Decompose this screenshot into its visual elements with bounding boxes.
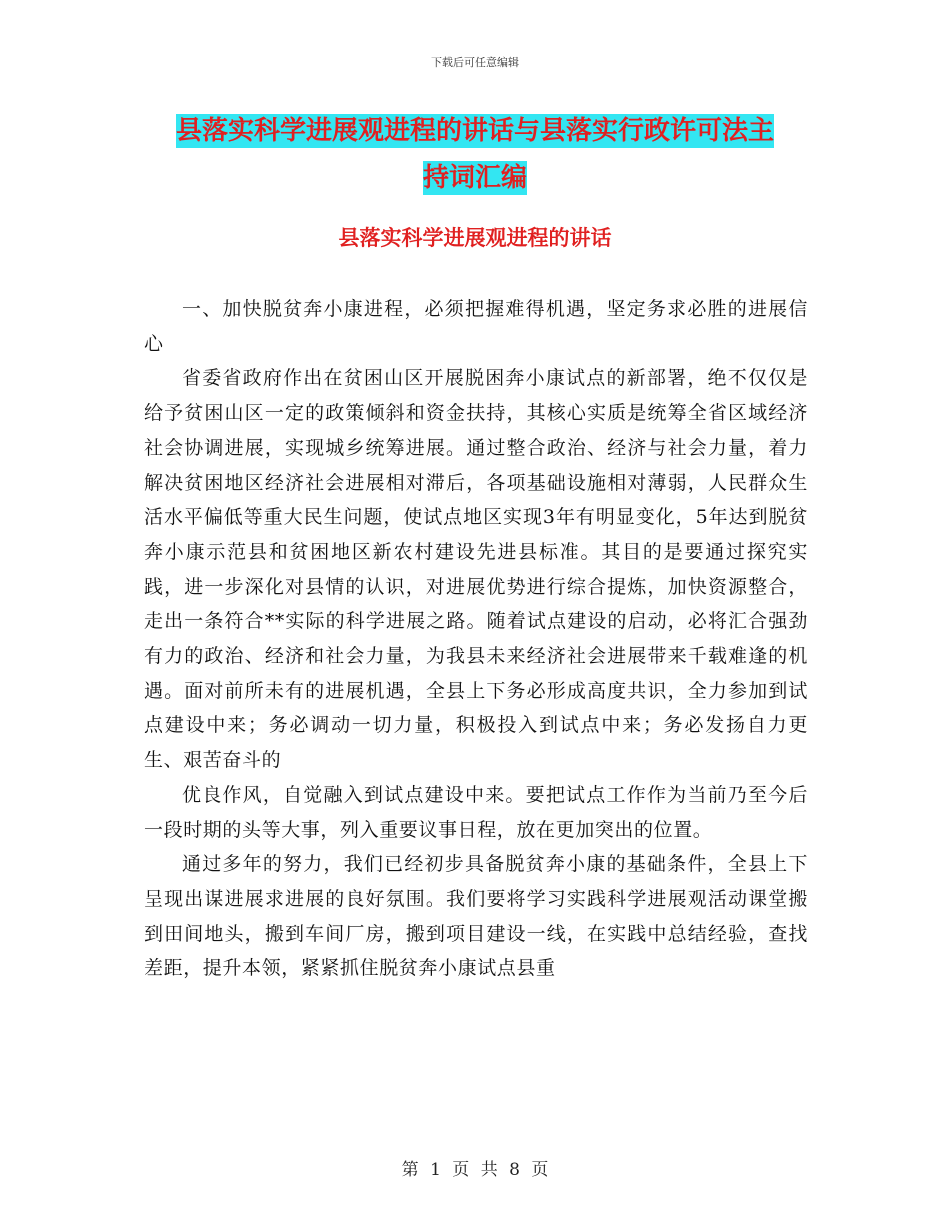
paragraph-heading: 一、加快脱贫奔小康进程，必须把握难得机遇，坚定务求必胜的进展信心: [144, 298, 808, 355]
paragraph: 省委省政府作出在贫困山区开展脱困奔小康试点的新部署，绝不仅仅是给予贫困山区一定的政策倾斜和资金扶持，其核心实质是统筹全省区域经济社会协调进展，实现城乡统筹进展。通过整合政治、经济与社会力量，着力解决贫困地区经济社会进展相对滞后，各项基础设施相对薄弱，人民群众生活水平偏低等重大民生问题，使试点地区实现3年有明显变化，5年达到脱贫奔小康示范县和贫困地区新农村建设先进县标准。其目的是要通过探究实践，进一步深化对县情的认识，对进展优势进行综合提炼，加快资源整合，走出一条符合**实际的科学进展之路。随着试点建设的启动，必将汇合强劲有力的政治、经济和社会力量，为我县未来经济社会进展带来千载难逢的机遇。面对前所未有的进展机遇，全县上下务必形成高度共识，全力参加到试点建设中来；务必调动一切力量，积极投入到试点中来；务必发扬自力更生、艰苦奋斗的: [144, 367, 808, 772]
section-title: 县落实科学进展观进程的讲话: [338, 225, 612, 250]
page-number-footer: 第 1 页 共 8 页: [401, 1160, 549, 1180]
page-header-note: 下载后可任意编辑: [431, 56, 519, 69]
document-title: [0, 108, 950, 202]
document-title-line-2: 持词汇编: [422, 163, 527, 193]
document-title-line-1: 县落实科学进展观进程的讲话与县落实行政许可法主: [175, 116, 774, 146]
document-body: [144, 292, 808, 986]
paragraph: 优良作风，自觉融入到试点建设中来。要把试点工作作为当前乃至今后一段时期的头等大事，列入重要议事日程，放在更加突出的位置。: [144, 783, 808, 841]
paragraph: 通过多年的努力，我们已经初步具备脱贫奔小康的基础条件，全县上下呈现出谋进展求进展的良好氛围。我们要将学习实践科学进展观活动课堂搬到田间地头，搬到车间厂房，搬到项目建设一线，在实践中总结经验，查找差距，提升本领，紧紧抓住脱贫奔小康试点县重: [144, 853, 808, 980]
